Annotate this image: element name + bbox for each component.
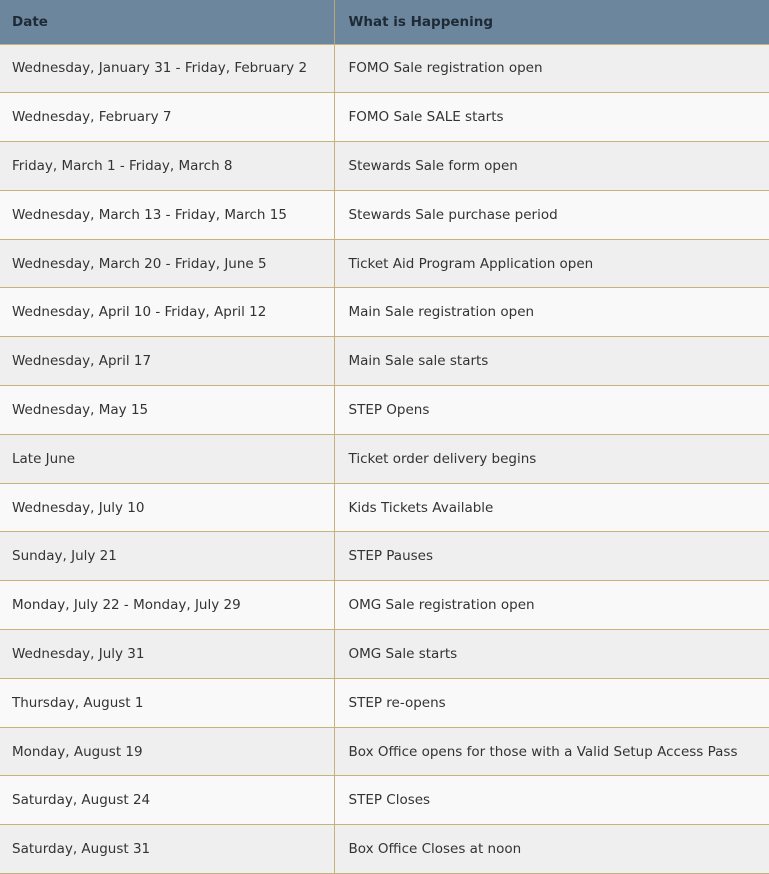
- table-row: [0, 776, 769, 825]
- table-row: [0, 44, 769, 93]
- date-cell: Wednesday, July 10: [0, 483, 334, 532]
- event-cell: FOMO Sale SALE starts: [334, 93, 769, 142]
- date-cell: Sunday, July 21: [0, 532, 334, 581]
- header-row: [0, 0, 769, 44]
- table-header: [0, 0, 769, 44]
- table-row: [0, 239, 769, 288]
- table-row: [0, 581, 769, 630]
- date-cell: Wednesday, February 7: [0, 93, 334, 142]
- column-header-what-is-happening: What is Happening: [334, 0, 769, 44]
- date-cell: Wednesday, April 10 - Friday, April 12: [0, 288, 334, 337]
- date-cell: Wednesday, July 31: [0, 630, 334, 679]
- event-cell: STEP re-opens: [334, 678, 769, 727]
- event-cell: OMG Sale starts: [334, 630, 769, 679]
- event-cell: Box Office opens for those with a Valid Setup Access Pass: [334, 727, 769, 776]
- date-cell: Friday, March 1 - Friday, March 8: [0, 142, 334, 191]
- date-cell: Saturday, August 31: [0, 825, 334, 874]
- event-cell: OMG Sale registration open: [334, 581, 769, 630]
- event-cell: STEP Pauses: [334, 532, 769, 581]
- event-cell: Main Sale registration open: [334, 288, 769, 337]
- table-row: [0, 630, 769, 679]
- date-cell: Monday, July 22 - Monday, July 29: [0, 581, 334, 630]
- table-row: [0, 727, 769, 776]
- table-row: [0, 337, 769, 386]
- event-cell: Ticket Aid Program Application open: [334, 239, 769, 288]
- table-row: [0, 288, 769, 337]
- table-row: [0, 190, 769, 239]
- event-cell: Ticket order delivery begins: [334, 434, 769, 483]
- event-cell: STEP Opens: [334, 386, 769, 435]
- date-cell: Late June: [0, 434, 334, 483]
- date-cell: Wednesday, May 15: [0, 386, 334, 435]
- table-row: [0, 532, 769, 581]
- date-cell: Monday, August 19: [0, 727, 334, 776]
- date-cell: Thursday, August 1: [0, 678, 334, 727]
- event-cell: FOMO Sale registration open: [334, 44, 769, 93]
- event-cell: Kids Tickets Available: [334, 483, 769, 532]
- table-row: [0, 678, 769, 727]
- date-cell: Wednesday, March 13 - Friday, March 15: [0, 190, 334, 239]
- table-row: [0, 825, 769, 874]
- date-cell: Saturday, August 24: [0, 776, 334, 825]
- table-row: [0, 142, 769, 191]
- event-cell: Stewards Sale form open: [334, 142, 769, 191]
- table-body: [0, 44, 769, 874]
- table-row: [0, 386, 769, 435]
- table-row: [0, 434, 769, 483]
- date-cell: Wednesday, January 31 - Friday, February 2: [0, 44, 334, 93]
- event-cell: Stewards Sale purchase period: [334, 190, 769, 239]
- date-cell: Wednesday, April 17: [0, 337, 334, 386]
- event-cell: Box Office Closes at noon: [334, 825, 769, 874]
- event-cell: STEP Closes: [334, 776, 769, 825]
- date-cell: Wednesday, March 20 - Friday, June 5: [0, 239, 334, 288]
- table-row: [0, 93, 769, 142]
- event-cell: Main Sale sale starts: [334, 337, 769, 386]
- table-row: [0, 483, 769, 532]
- column-header-date: Date: [0, 0, 334, 44]
